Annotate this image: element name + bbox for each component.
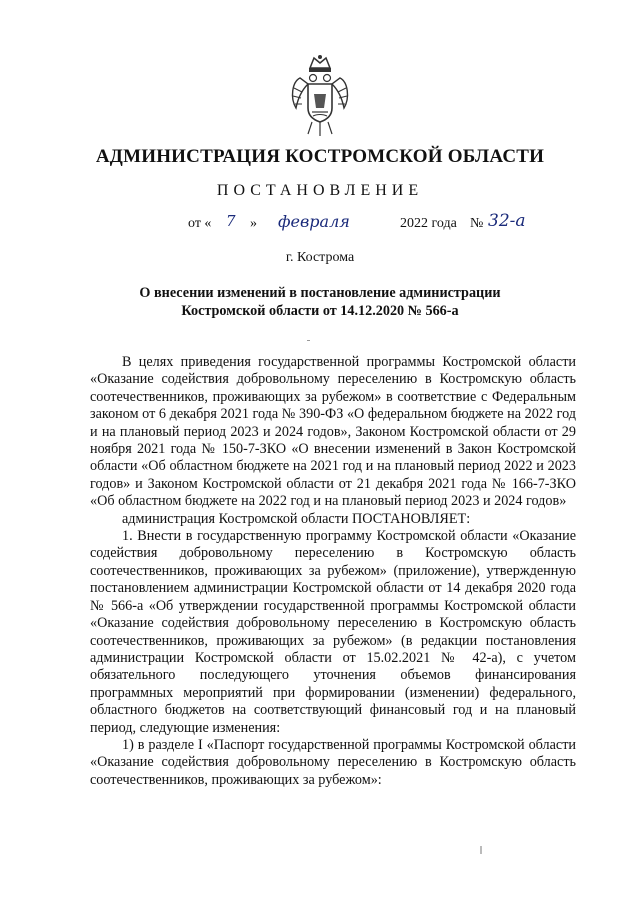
coat-of-arms-icon [288, 54, 352, 138]
item-1-paragraph: 1. Внести в государственную программу Костромской области «Оказание содействия добровольному переселению в Костромскую область соотечественников, проживающих за рубежом» (приложение), утвержденную постановлением администрации Костромской области от 14 декабря 2020 года № 566-а «Об утверждении государственной программы Костромской области «Оказание содействия добровольному переселению в Костромскую область соотечественников, проживающих за рубежом» (в редакции постановления администрации Костромской области от 15.02.2021 № 42-а), с учетом обязательного последующего уточнения объемов финансирования программных мероприятий при формировании (изменении) федерального, областного бюджетов на соответствующий финансовый год и на плановый период, следующие изменения: [90, 528, 576, 736]
date-prefix: от « [188, 216, 212, 231]
document-body [90, 354, 576, 789]
year-text: 2022 года [400, 216, 457, 231]
handwritten-number: 32-а [488, 211, 526, 231]
scan-speck [307, 340, 310, 341]
number-label: № [470, 216, 484, 231]
preamble-paragraph: В целях приведения государственной программы Костромской области «Оказание содействия добровольному переселению в Костромскую область соотечественников, проживающих за рубежом» в соответствие с Федеральным законом от 6 декабря 2021 года № 390-ФЗ «О федеральном бюджете на 2022 год и на плановый период 2023 и 2024 годов», Законом Костромской области от 29 ноября 2021 года № 150-7-ЗКО «О внесении изменений в Закон Костромской области «Об областном бюджете на 2021 год и на плановый период 2022 и 2023 годов» и Законом Костромской области от 21 декабря 2021 года № 166-7-ЗКО «Об областном бюджете на 2022 год и на плановый период 2023 и 2024 годов» [90, 354, 576, 510]
item-1-1-paragraph: 1) в разделе I «Паспорт государственной программы Костромской области «Оказание содействия добровольному переселению в Костромскую область соотечественников, проживающих за рубежом»: [90, 736, 576, 788]
decree-line: администрация Костромской области ПОСТАНОВЛЯЕТ: [122, 510, 471, 527]
city: г. Кострома [285, 250, 355, 265]
handwritten-day: 7 [226, 212, 236, 230]
date-mid: » [250, 216, 257, 231]
document-type: ПОСТАНОВЛЕНИЕ [216, 182, 424, 199]
handwritten-month: февраля [278, 212, 350, 231]
organization-title: АДМИНИСТРАЦИЯ КОСТРОМСКОЙ ОБЛАСТИ [95, 146, 545, 167]
document-subject: О внесении изменений в постановление администрации Костромской области от 14.12.2020 № 566-а [139, 285, 501, 319]
scan-speck [480, 846, 482, 854]
date-number-line [188, 211, 548, 236]
